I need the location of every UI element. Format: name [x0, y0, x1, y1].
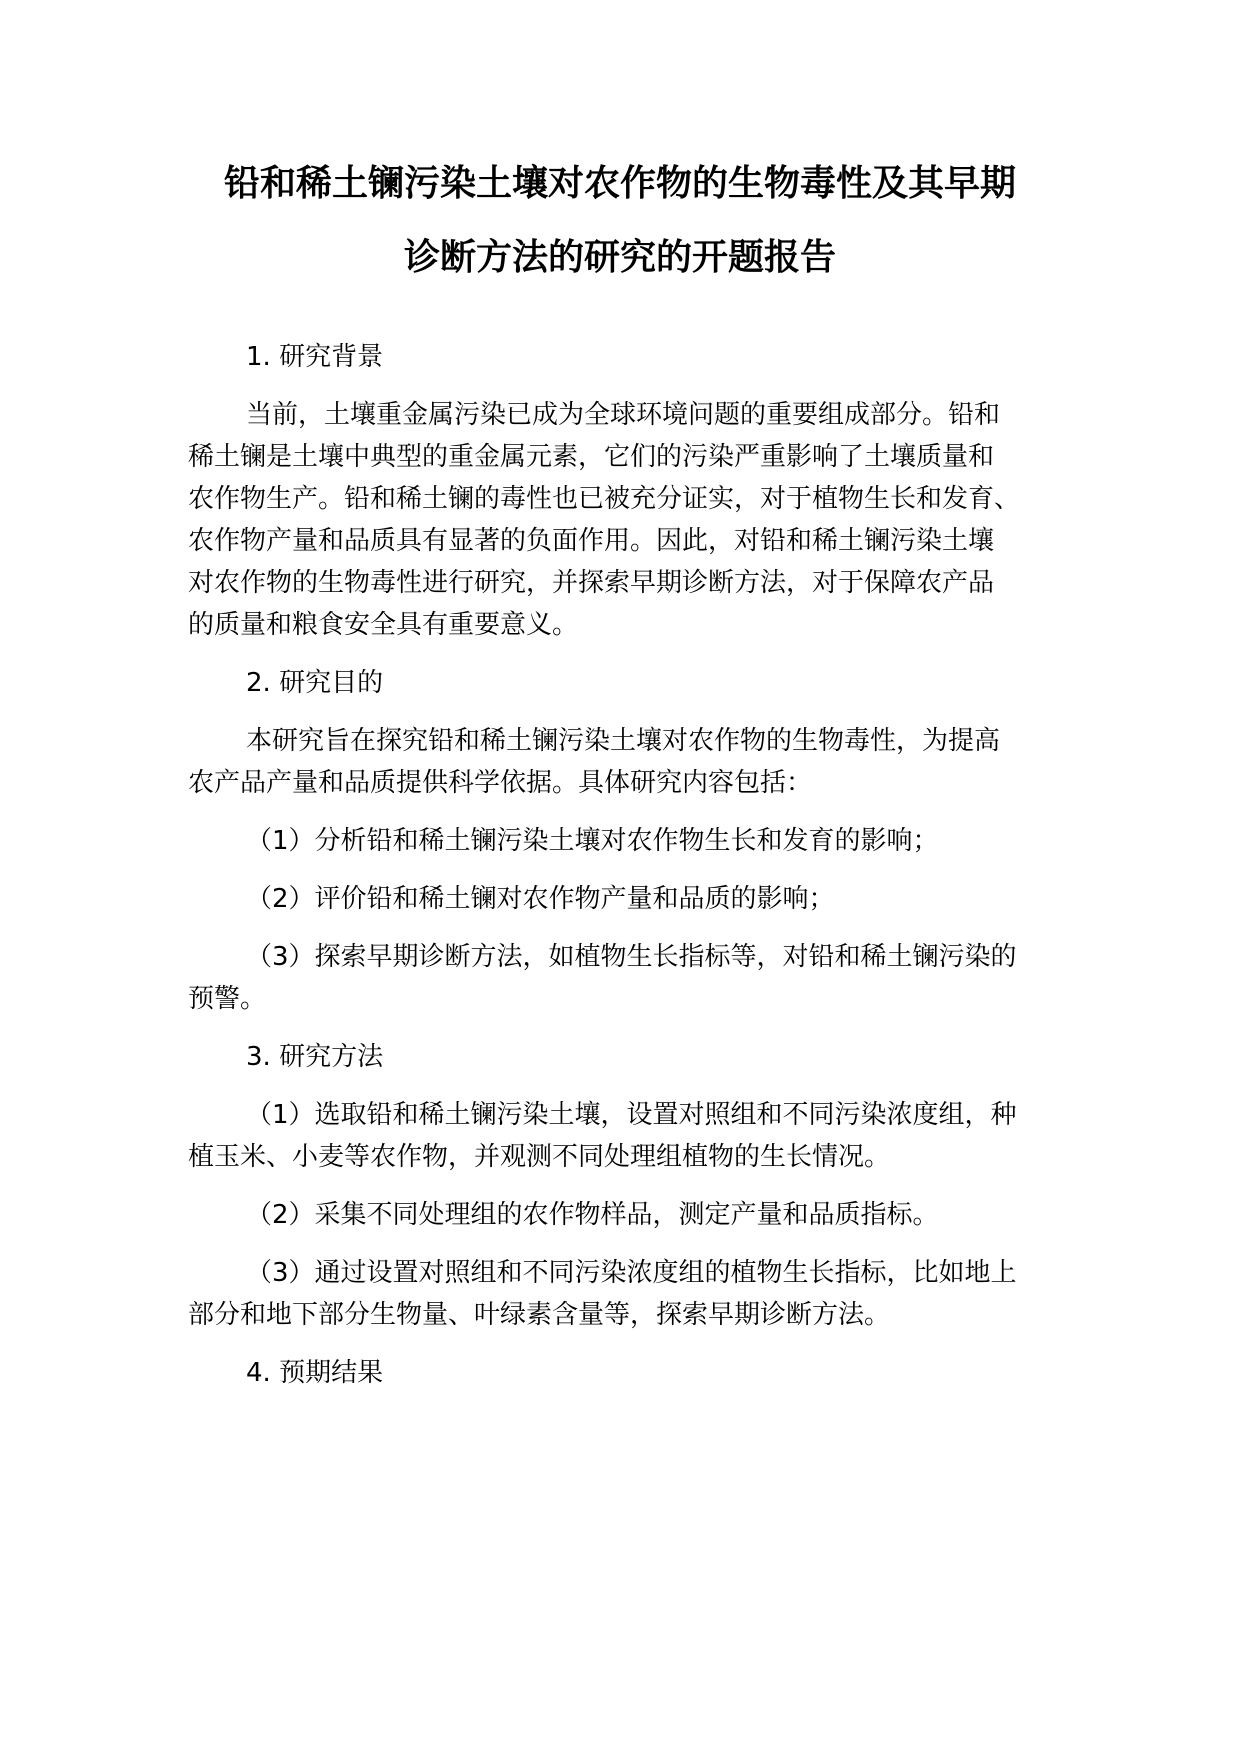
- paragraph-line: 农产品产量和品质提供科学依据。具体研究内容包括：: [188, 768, 813, 798]
- list-item: （1）分析铅和稀土镧污染土壤对农作物生长和发育的影响；: [246, 826, 939, 856]
- paragraph-line: 农作物产量和品质具有显著的负面作用。因此，对铅和稀土镧污染土壤: [188, 526, 995, 556]
- list-item: （3）探索早期诊断方法，如植物生长指标等，对铅和稀土镧污染的: [246, 942, 1017, 972]
- list-item: （2）采集不同处理组的农作物样品，测定产量和品质指标。: [246, 1200, 939, 1230]
- section-heading-background: 1. 研究背景: [246, 342, 384, 372]
- list-item: （2）评价铅和稀土镧对农作物产量和品质的影响；: [246, 884, 835, 914]
- paragraph-line: 本研究旨在探究铅和稀土镧污染土壤对农作物的生物毒性，为提高: [246, 726, 1001, 756]
- paragraph-line: 农作物生产。铅和稀土镧的毒性也已被充分证实，对于植物生长和发育、: [188, 484, 1021, 514]
- paragraph-line: 的质量和粮食安全具有重要意义。: [188, 610, 579, 640]
- list-item-continuation: 预警。: [188, 984, 267, 1014]
- section-heading-expected-results: 4. 预期结果: [246, 1358, 384, 1388]
- paragraph-line: 稀土镧是土壤中典型的重金属元素，它们的污染严重影响了土壤质量和: [188, 442, 995, 472]
- list-item-continuation: 植玉米、小麦等农作物，并观测不同处理组植物的生长情况。: [188, 1142, 891, 1172]
- list-item: （3）通过设置对照组和不同污染浓度组的植物生长指标，比如地上: [246, 1258, 1017, 1288]
- section-heading-methods: 3. 研究方法: [246, 1042, 384, 1072]
- list-item-continuation: 部分和地下部分生物量、叶绿素含量等，探索早期诊断方法。: [188, 1300, 891, 1330]
- document-title-line-2: 诊断方法的研究的开题报告: [403, 237, 836, 278]
- paragraph-line: 当前，土壤重金属污染已成为全球环境问题的重要组成部分。铅和: [246, 400, 1001, 430]
- list-item: （1）选取铅和稀土镧污染土壤，设置对照组和不同污染浓度组，种: [246, 1100, 1017, 1130]
- paragraph-line: 对农作物的生物毒性进行研究，并探索早期诊断方法，对于保障农产品: [188, 568, 995, 598]
- section-heading-purpose: 2. 研究目的: [246, 668, 384, 698]
- document-title-line-1: 铅和稀土镧污染土壤对农作物的生物毒性及其早期: [223, 163, 1016, 204]
